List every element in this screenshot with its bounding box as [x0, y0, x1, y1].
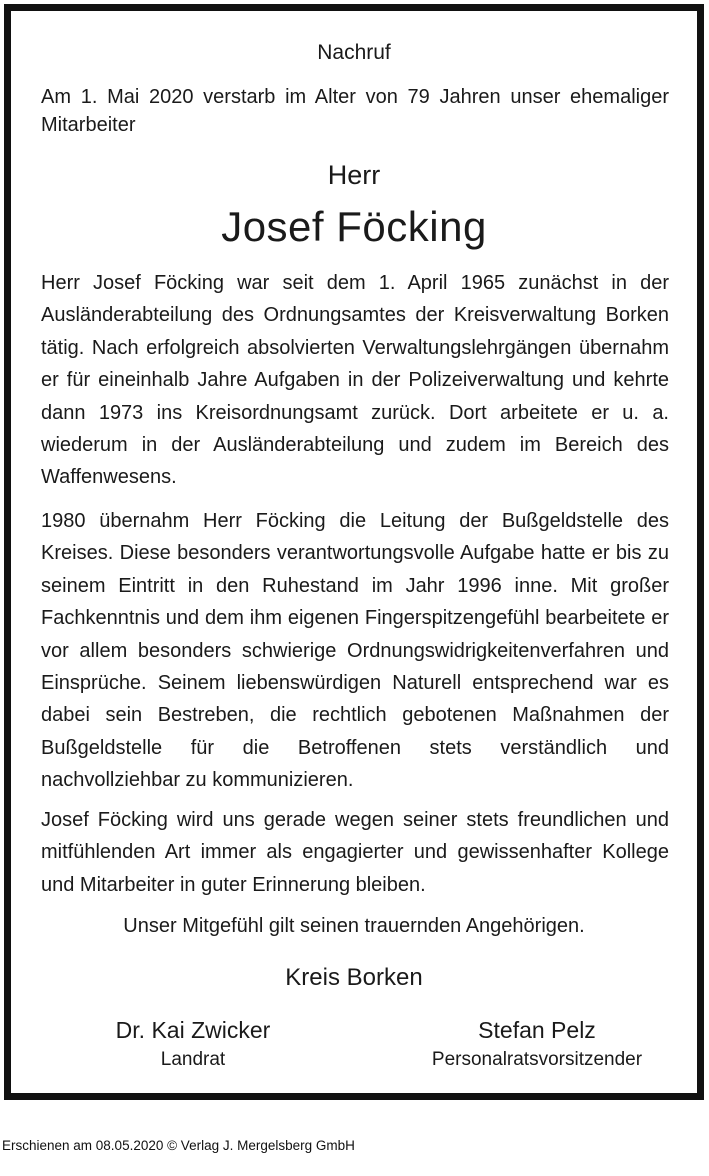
signatory-name: Dr. Kai Zwicker [115, 1017, 271, 1043]
salutation: Herr [327, 160, 381, 190]
publication-footer: Erschienen am 08.05.2020 © Verlag J. Mergelsberg GmbH [2, 1138, 355, 1153]
paragraph-leadership: 1980 übernahm Herr Föcking die Leitung der Bußgeldstelle des Kreises. Diese besonders verantwortungsvolle Aufgabe hatte er bis zu seinem Eintritt in den Ruhestand im Jahr 1996 inne. Mit großer Fachkenntnis und dem ihm eigenen Fingerspitzengefühl bearbeitete er vor allem besonders schwierige Ordnungswidrigkeitenverfahren und Einsprüche. Seinem liebenswürdigen Naturell entsprechend war es dabei sein Bestreben, die rechtlich gebotenen Maßnahmen der Bußgeldstelle für die Betroffenen stets verständlich und nachvollziehbar zu kommunizieren. [41, 510, 669, 792]
paragraph-remembrance: Josef Föcking wird uns gerade wegen seiner stets freundlichen und mitfühlenden Art immer als engagierter und gewissenhafter Kollege und Mitarbeiter in guter Erinnerung bleiben. [41, 809, 669, 896]
intro-text: Am 1. Mai 2020 verstarb im Alter von 79 Jahren unser ehemaliger Mitarbeiter [41, 86, 669, 136]
deceased-name: Josef Föcking [221, 203, 487, 250]
obituary-notice [4, 4, 704, 1100]
organization-name: Kreis Borken [285, 964, 423, 991]
paragraph-career: Herr Josef Föcking war seit dem 1. April 1965 zunächst in der Ausländerabteilung des Ordnungsamtes der Kreisverwaltung Borken tätig. Nach erfolgreich absolvierten Verwaltungslehrgängen übernahm er für eineinhalb Jahre Aufgaben in der Polizeiverwaltung und kehrte dann 1973 ins Kreisordnungsamt zurück. Dort arbeitete er u. a. wiederum in der Ausländerabteilung und zudem im Bereich des Waffenwesens. [41, 272, 669, 489]
signatory-left [43, 1015, 343, 1073]
notice-heading: Nachruf [317, 41, 391, 64]
signatory-right [387, 1015, 687, 1073]
signatory-name: Stefan Pelz [478, 1017, 596, 1043]
signatory-role: Landrat [160, 1049, 226, 1070]
signatory-role: Personalratsvorsitzender [431, 1049, 643, 1070]
sympathy-line: Unser Mitgefühl gilt seinen trauernden Angehörigen. [123, 915, 585, 937]
